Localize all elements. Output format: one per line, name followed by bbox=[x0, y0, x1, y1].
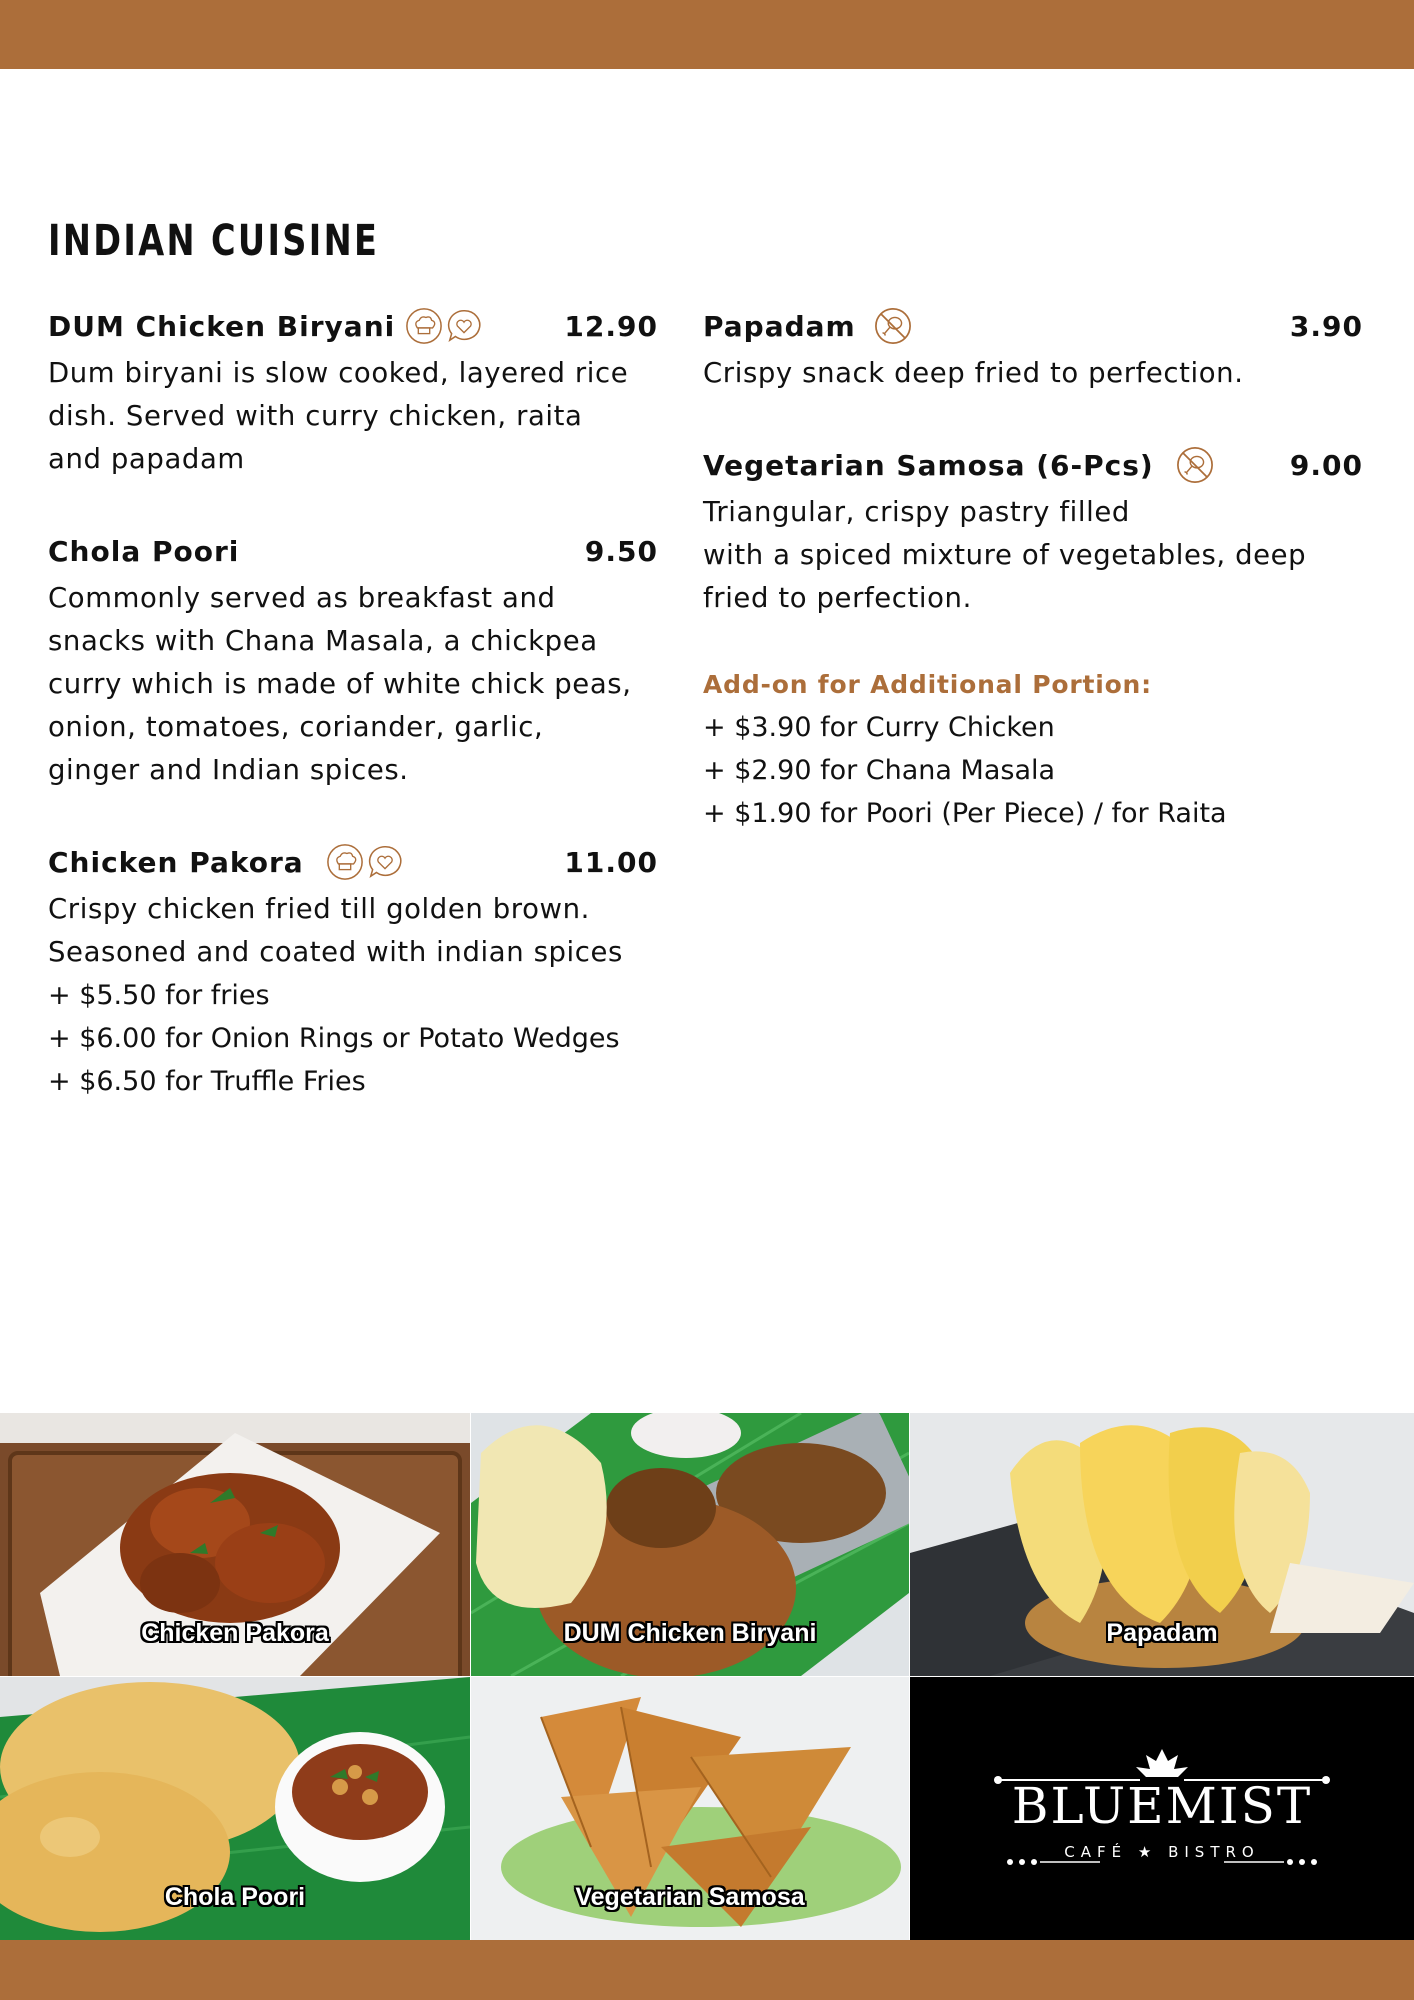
photo-samosa bbox=[471, 1677, 909, 1940]
addon-section bbox=[703, 664, 1363, 835]
menu-item-description bbox=[703, 352, 1363, 395]
photo-caption: Papadam bbox=[1106, 1619, 1218, 1647]
menu-item-header bbox=[703, 439, 1363, 491]
description-line: Triangular, crispy pastry filled bbox=[703, 496, 1130, 528]
description-line: dish. Served with curry chicken, raita bbox=[48, 400, 583, 432]
menu-item-chicken-pakora bbox=[48, 836, 658, 1103]
description-line: and papadam bbox=[48, 443, 245, 475]
photo-caption: DUM Chicken Biryani bbox=[563, 1619, 817, 1647]
menu-item-addons bbox=[48, 974, 658, 1103]
description-line: Crispy chicken fried till golden brown. bbox=[48, 893, 590, 925]
description-line: Seasoned and coated with indian spices bbox=[48, 936, 623, 968]
menu-item-name: Vegetarian Samosa (6-Pcs) bbox=[703, 448, 1154, 482]
addon-line: + $3.90 for Curry Chicken bbox=[703, 712, 1055, 743]
left-menu-column bbox=[48, 300, 658, 1147]
no-meat-icon bbox=[1176, 446, 1214, 484]
description-line: snacks with Chana Masala, a chickpea bbox=[48, 625, 598, 657]
menu-item-header bbox=[48, 836, 658, 888]
bottom-banner bbox=[0, 1940, 1414, 2000]
photo-caption: Chicken Pakora bbox=[141, 1619, 329, 1647]
photo-chicken-pakora bbox=[0, 1413, 470, 1676]
top-banner bbox=[0, 0, 1414, 69]
chef-hat-icon bbox=[326, 843, 364, 881]
description-line: Commonly served as breakfast and bbox=[48, 582, 556, 614]
dietary-icons bbox=[1176, 446, 1216, 484]
no-meat-icon bbox=[874, 307, 912, 345]
addon-line: + $1.90 for Poori (Per Piece) / for Raita bbox=[703, 798, 1227, 829]
addon-line: + $6.50 for Truffle Fries bbox=[48, 1066, 366, 1097]
menu-item-header bbox=[703, 300, 1363, 352]
photo-grid bbox=[0, 1413, 1414, 1940]
description-line: fried to perfection. bbox=[703, 582, 972, 614]
description-line: onion, tomatoes, coriander, garlic, bbox=[48, 711, 544, 743]
chef-hat-icon bbox=[405, 307, 443, 345]
photo-caption: Chola Poori bbox=[164, 1883, 306, 1911]
heart-bubble-icon bbox=[366, 843, 404, 881]
description-line: curry which is made of white chick peas, bbox=[48, 668, 632, 700]
menu-item-description bbox=[48, 888, 658, 974]
description-line: with a spiced mixture of vegetables, deep bbox=[703, 539, 1307, 571]
menu-item-description bbox=[48, 352, 658, 481]
menu-item-name: DUM Chicken Biryani bbox=[48, 309, 396, 343]
menu-item-header bbox=[48, 300, 658, 352]
addon-section-lines bbox=[703, 706, 1363, 835]
addon-line: + $6.00 for Onion Rings or Potato Wedges bbox=[48, 1023, 620, 1054]
description-line: Crispy snack deep fried to perfection. bbox=[703, 357, 1244, 389]
menu-item-name: Chola Poori bbox=[48, 534, 240, 568]
menu-item-price: 9.00 bbox=[1289, 448, 1363, 482]
menu-item-chola-poori bbox=[48, 525, 658, 792]
menu-item-description bbox=[703, 491, 1363, 620]
description-line: Dum biryani is slow cooked, layered rice bbox=[48, 357, 629, 389]
menu-item-name: Papadam bbox=[703, 309, 856, 343]
menu-item-price: 12.90 bbox=[564, 309, 658, 343]
menu-item-price: 3.90 bbox=[1289, 309, 1363, 343]
logo-panel bbox=[910, 1677, 1414, 1940]
menu-item-biryani bbox=[48, 300, 658, 481]
logo-tagline: CAFÉ ★ BISTRO bbox=[1064, 1843, 1260, 1861]
menu-item-papadam bbox=[703, 300, 1363, 395]
menu-item-price: 9.50 bbox=[584, 534, 658, 568]
photo-caption: Vegetarian Samosa bbox=[575, 1883, 805, 1911]
menu-item-name: Chicken Pakora bbox=[48, 845, 304, 879]
addon-line: + $5.50 for fries bbox=[48, 980, 270, 1011]
menu-item-description bbox=[48, 577, 658, 792]
right-menu-column bbox=[703, 300, 1363, 835]
photo-biryani bbox=[471, 1413, 909, 1676]
heart-bubble-icon bbox=[445, 307, 483, 345]
menu-item-samosa bbox=[703, 439, 1363, 620]
addon-line: + $2.90 for Chana Masala bbox=[703, 755, 1056, 786]
dietary-icons bbox=[874, 307, 914, 345]
menu-item-header bbox=[48, 525, 658, 577]
section-heading: INDIAN CUISINE bbox=[48, 216, 380, 266]
dietary-icons bbox=[326, 843, 406, 881]
description-line: ginger and Indian spices. bbox=[48, 754, 409, 786]
photo-papadam bbox=[910, 1413, 1414, 1676]
photo-chola-poori bbox=[0, 1677, 470, 1940]
addon-section-title: Add-on for Additional Portion: bbox=[703, 670, 1152, 699]
menu-item-price: 11.00 bbox=[564, 845, 658, 879]
logo-name: BLUEMIST bbox=[1011, 1777, 1313, 1835]
dietary-icons bbox=[405, 307, 485, 345]
